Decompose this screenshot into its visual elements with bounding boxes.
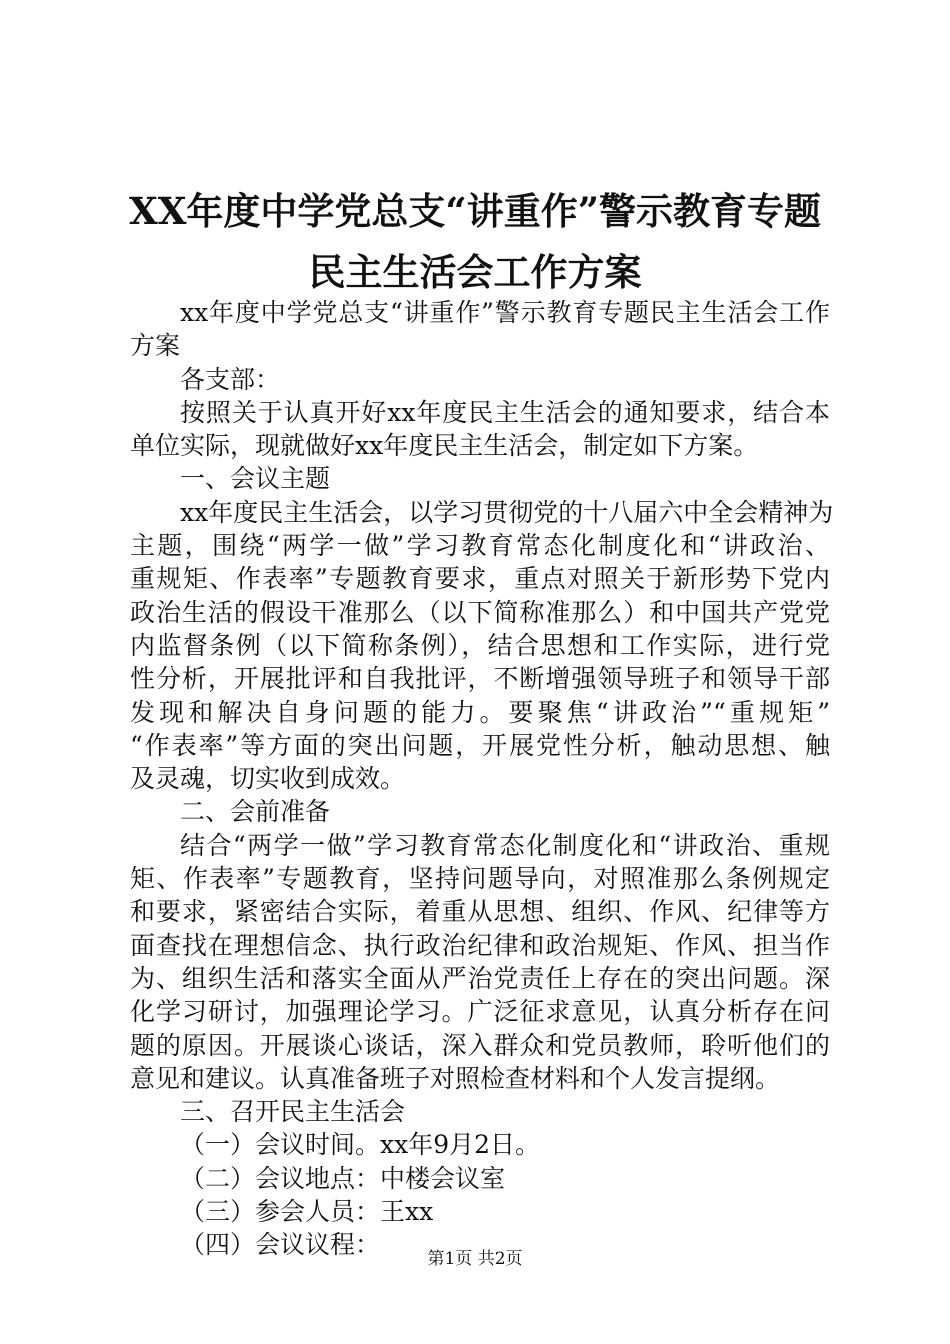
body-text-line: “作表率”等方面的突出问题，开展党性分析，触动思想、触 [130,730,830,760]
body-text-line: 政治生活的假设干准那么（以下简称准那么）和中国共产党党 [130,597,830,627]
body-text-line: 按照关于认真开好xx年度民主生活会的通知要求，结合本 [180,397,830,427]
body-text-line: （四）会议议程： [180,1230,381,1260]
body-text-line: 各支部： [180,364,281,394]
body-text-line: 题的原因。开展谈心谈话，深入群众和党员教师，聆听他们的 [130,1030,830,1060]
page-footer: 第1页 共2页 [427,1249,523,1269]
body-text-line: 性分析，开展批评和自我批评，不断增强领导班子和领导干部 [130,664,830,694]
body-text-line: 三、召开民主生活会 [180,1097,406,1127]
body-text-line: 单位实际，现就做好xx年度民主生活会，制定如下方案。 [130,431,759,461]
body-text-line: 方案 [130,331,181,361]
body-text-line: 主题，围绕“两学一做”学习教育常态化制度化和“讲政治、 [130,531,830,561]
body-text-line: 和要求，紧密结合实际，着重从思想、组织、作风、纪律等方 [130,897,830,927]
document-title-line-1: XX年度中学党总支“讲重作”警示教育专题 [129,189,821,233]
body-text-line: xx年度民主生活会，以学习贯彻党的十八届六中全会精神为 [180,497,834,527]
body-text-line: 及灵魂，切实收到成效。 [130,764,406,794]
body-text-line: （一）会议时间。xx年9月2日。 [180,1130,541,1160]
document-title-line-2: 民主生活会工作方案 [308,250,642,294]
body-text-line: 一、会议主题 [180,464,331,494]
body-text-line: 发现和解决自身问题的能力。要聚焦“讲政治”“重规矩” [130,697,830,727]
document-body [130,296,834,1262]
body-text-line: 二、会前准备 [180,797,331,827]
body-text-line: （三）参会人员：王xx [180,1197,434,1227]
body-text-line: 化学习研讨，加强理论学习。广泛征求意见，认真分析存在问 [130,997,830,1027]
body-text-line: 重规矩、作表率”专题教育要求，重点对照关于新形势下党内 [130,564,830,594]
body-text-line: 矩、作表率”专题教育，坚持问题导向，对照准那么条例规定 [130,864,830,894]
body-text-line: （二）会议地点：中楼会议室 [180,1163,506,1193]
body-text-line: 面查找在理想信念、执行政治纪律和政治规矩、作风、担当作 [130,930,830,960]
body-text-line: 为、组织生活和落实全面从严治党责任上存在的突出问题。深 [130,963,830,993]
body-text-line: 内监督条例（以下简称条例），结合思想和工作实际，进行党 [130,630,830,660]
body-text-line: xx年度中学党总支“讲重作”警示教育专题民主生活会工作 [180,298,830,327]
body-text-line: 结合“两学一做”学习教育常态化制度化和“讲政治、重规 [180,830,830,860]
body-text-line: 意见和建议。认真准备班子对照检查材料和个人发言提纲。 [130,1063,781,1093]
